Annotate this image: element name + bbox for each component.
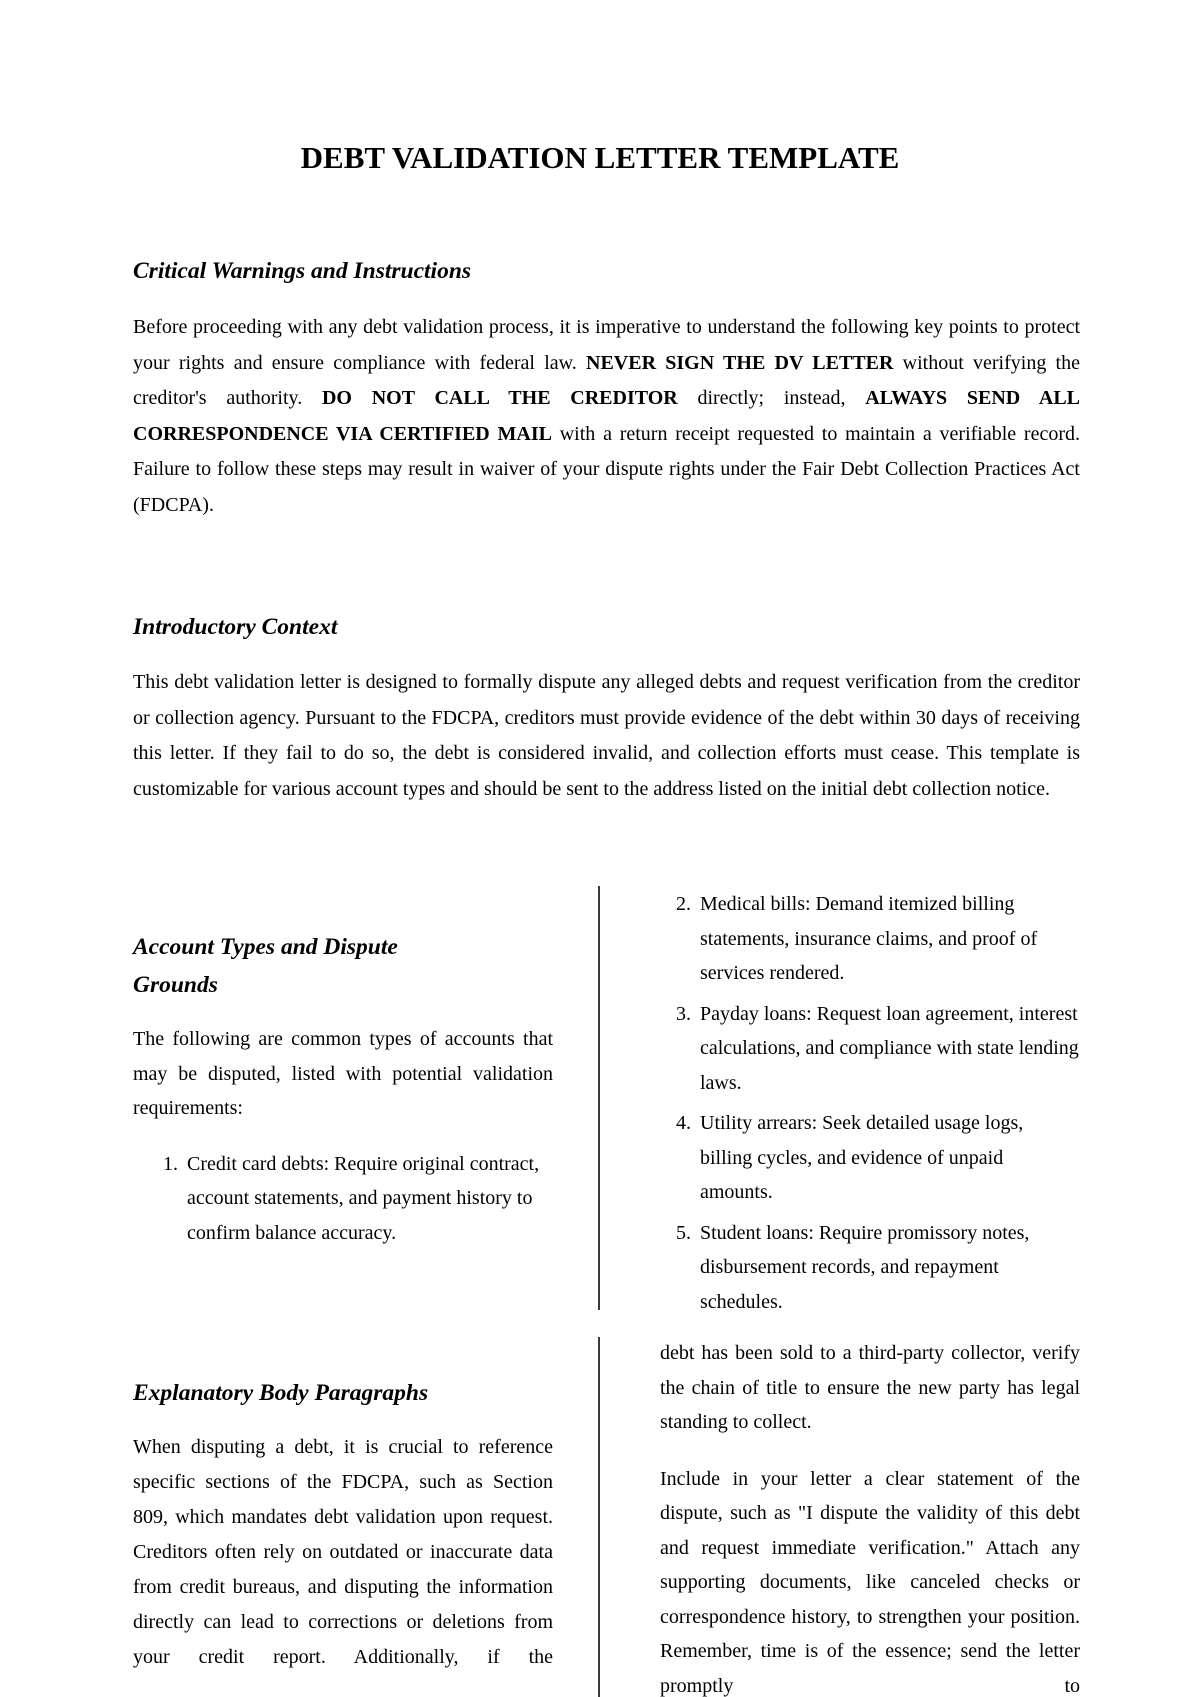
list-item-text: Credit card debts: Require original contract, account statements, and payment history to confirm balance accuracy. — [187, 1152, 540, 1244]
paragraph-introductory-context: This debt validation letter is designed to formally dispute any alleged debts and request verification from the creditor or collection agency. Pursuant to the FDCPA, creditors must provide evidence of the debt within 30 days of receiving this letter. If they fail to do so, the debt is considered invalid, and collection efforts must cease. This template is customizable for various account types and should be sent to the address listed on the initial debt collection notice. — [133, 671, 1080, 800]
account-types-right-column — [660, 887, 1080, 1319]
bold-warning-never-sign: NEVER SIGN THE DV LETTER — [586, 351, 894, 374]
paragraph-dispute-statement: Include in your letter a clear statement of the dispute, such as "I dispute the validity of this debt and request immediate verification." Attach any supporting documents, like canceled checks or correspondence history, to strengthen your position. Remember, time is of the essence; send the letter promptly to — [660, 1467, 1080, 1697]
list-item-number: 4. — [676, 1112, 691, 1134]
account-types-list-right — [660, 887, 1080, 1319]
heading-account-types: Account Types and Dispute Grounds — [133, 934, 398, 998]
text-segment: Before proceeding with any debt validation process, it is imperative to understand the following key points to protect your rights and ensure compliance with federal law. — [133, 316, 1080, 374]
text-segment: without verifying the creditor's authority. — [133, 351, 1080, 409]
document-title: DEBT VALIDATION LETTER TEMPLATE — [300, 140, 900, 175]
list-item — [660, 1216, 1080, 1320]
heading-critical-warnings: Critical Warnings and Instructions — [133, 258, 472, 284]
paragraph-critical-warnings — [133, 310, 1080, 523]
account-types-list-left — [133, 1147, 553, 1251]
column-divider-bottom — [598, 1337, 600, 1697]
list-item-number: 1. — [163, 1152, 178, 1175]
explanatory-right-column — [660, 1336, 1080, 1697]
list-item — [660, 1106, 1080, 1210]
list-item — [660, 887, 1080, 991]
paragraph-explanatory-left: When disputing a debt, it is crucial to reference specific sections of the FDCPA, such as Section 809, which mandates debt validation upon request. Creditors often rely on outdated or inaccurate data from credit bureaus, and disputing the information directly can lead to corrections or deletions from your credit report. Additionally, if the — [133, 1436, 553, 1668]
text-segment: with a return receipt requested to maintain a verifiable record. Failure to follow these steps may result in waiver of your dispute rights under the Fair Debt Collection Practices Act (FDCPA). — [133, 422, 1080, 516]
paragraph-account-types-intro: The following are common types of accounts that may be disputed, listed with potential validation requirements: — [133, 1028, 553, 1119]
list-item-number: 2. — [676, 893, 691, 915]
list-item-text: Medical bills: Demand itemized billing statements, insurance claims, and proof of services rendered. — [700, 893, 1038, 984]
heading-introductory-context: Introductory Context — [133, 614, 338, 640]
list-item-text: Utility arrears: Seek detailed usage logs, billing cycles, and evidence of unpaid amounts. — [700, 1112, 1024, 1203]
list-item — [147, 1147, 553, 1251]
list-item-text: Payday loans: Request loan agreement, interest calculations, and compliance with state lending laws. — [700, 1002, 1079, 1094]
list-item-number: 3. — [676, 1002, 691, 1025]
bold-warning-do-not-call: DO NOT CALL THE CREDITOR — [321, 387, 678, 409]
account-types-left-column — [133, 928, 553, 1250]
column-divider-top — [598, 886, 600, 1310]
list-item-text: Student loans: Require promissory notes, disbursement records, and repayment schedules. — [700, 1221, 1030, 1313]
list-item-number: 5. — [676, 1221, 691, 1244]
heading-explanatory-body: Explanatory Body Paragraphs — [133, 1380, 429, 1406]
text-segment: directly; instead, — [677, 387, 866, 409]
explanatory-left-column — [133, 1374, 553, 1675]
paragraph-chain-of-title: debt has been sold to a third-party collector, verify the chain of title to ensure the new party has legal standing to collect. — [660, 1342, 1080, 1433]
bold-warning-certified-mail: ALWAYS SEND ALL CORRESPONDENCE VIA CERTIFIED MAIL — [133, 387, 1081, 445]
list-item — [660, 997, 1080, 1101]
